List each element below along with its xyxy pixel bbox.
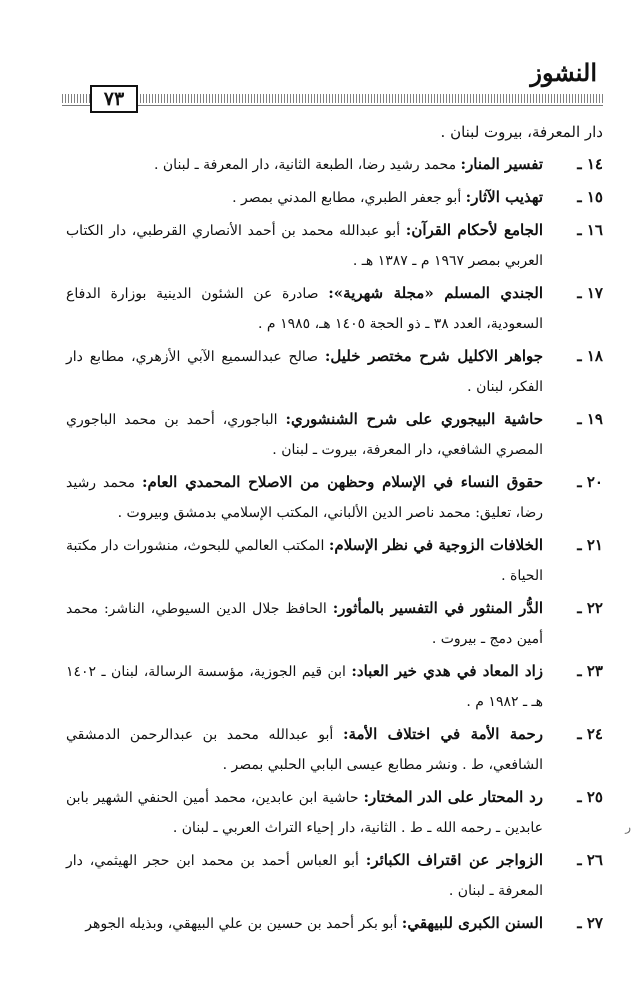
entry-number: ٢٤ ـ bbox=[577, 725, 603, 743]
entry-number: ١٦ ـ bbox=[577, 221, 603, 239]
entry-title: رحمة الأمة في اختلاف الأمة: bbox=[342, 725, 543, 743]
reference-entry bbox=[66, 150, 603, 180]
entry-details: أبو عبدالله محمد بن عبدالرحمن الدمشقي الشافعي، ط . ونشر مطابع عيسى البابي الحلبي بمصر . bbox=[66, 727, 543, 773]
page-header bbox=[62, 58, 603, 114]
entry-details: ابن قيم الجوزية، مؤسسة الرسالة، لبنان ـ ١٤٠٢ هـ ـ ١٩٨٢ م . bbox=[66, 664, 543, 710]
entry-number: ٢٠ ـ bbox=[577, 473, 603, 491]
entry-title: الخلافات الزوجية في نظر الإسلام: bbox=[328, 536, 543, 554]
reference-entry bbox=[66, 783, 603, 843]
entry-title: الجندي المسلم «مجلة شهرية»: bbox=[328, 284, 543, 302]
header-rule bbox=[62, 105, 603, 106]
entry-details: المكتب العالمي للبحوث، منشورات دار مكتبة الحياة . bbox=[66, 538, 543, 584]
margin-mark: ﺭ bbox=[625, 820, 631, 834]
entry-title: حقوق النساء في الإسلام وحظهن من الاصلاح المحمدي العام: bbox=[141, 473, 543, 491]
entry-number: ٢١ ـ bbox=[577, 536, 603, 554]
entry-details: صادرة عن الشئون الدينية بوزارة الدفاع السعودية، العدد ٣٨ ـ ذو الحجة ١٤٠٥ هـ، ١٩٨٥ م . bbox=[66, 286, 543, 332]
entry-details: صالح عبدالسميع الآبي الأزهري، مطابع دار الفكر، لبنان . bbox=[66, 349, 543, 395]
reference-entry bbox=[66, 216, 603, 276]
entry-title: رد المحتار على الدر المختار: bbox=[363, 788, 543, 806]
entry-number: ٢٣ ـ bbox=[577, 662, 603, 680]
reference-entry bbox=[66, 342, 603, 402]
entry-details: أبو عبدالله محمد بن أحمد الأنصاري القرطبي، دار الكتاب العربي بمصر ١٩٦٧ م ـ ١٣٨٧ هـ . bbox=[66, 223, 543, 269]
reference-entry bbox=[66, 657, 603, 717]
entry-title: تهذيب الآثار: bbox=[465, 188, 543, 206]
entry-title: تفسير المنار: bbox=[460, 155, 543, 173]
entry-title: الزواجر عن اقتراف الكبائر: bbox=[365, 851, 543, 869]
reference-list bbox=[66, 118, 603, 942]
reference-entry bbox=[66, 183, 603, 213]
entry-number: ٢٢ ـ bbox=[577, 599, 603, 617]
reference-entry bbox=[66, 846, 603, 906]
reference-entry bbox=[66, 468, 603, 528]
entry-details: الباجوري، أحمد بن محمد الباجوري المصري الشافعي، دار المعرفة، بيروت ـ لبنان . bbox=[66, 412, 543, 458]
entry-number: ١٨ ـ bbox=[577, 347, 603, 365]
entry-title: زاد المعاد في هدي خير العباد: bbox=[351, 662, 543, 680]
entry-number: ١٤ ـ bbox=[577, 155, 603, 173]
entry-details: أبو العباس أحمد بن محمد ابن حجر الهيثمي، دار المعرفة ـ لبنان . bbox=[66, 853, 543, 899]
reference-entry bbox=[66, 279, 603, 339]
entry-title: جواهر الاكليل شرح مختصر خليل: bbox=[324, 347, 544, 365]
running-title: النشوز bbox=[530, 58, 597, 87]
continuation-line: دار المعرفة، بيروت لبنان . bbox=[440, 123, 603, 141]
entry-details: أبو جعفر الطبري، مطابع المدني بمصر . bbox=[232, 190, 466, 206]
entry-number: ١٧ ـ bbox=[577, 284, 603, 302]
entry-details: أبو بكر أحمد بن حسين بن علي البيهقي، وبذيله الجوهر bbox=[85, 916, 402, 932]
reference-entry bbox=[66, 594, 603, 654]
entry-details: محمد رشيد رضا، الطبعة الثانية، دار المعرفة ـ لبنان . bbox=[154, 157, 461, 173]
entry-number: ٢٧ ـ bbox=[577, 914, 603, 932]
entry-title: حاشية البيجوري على شرح الشنشوري: bbox=[285, 410, 543, 428]
reference-entry bbox=[66, 405, 603, 465]
entry-details: محمد رشيد رضا، تعليق: محمد ناصر الدين الألباني، المكتب الإسلامي بدمشق وبيروت . bbox=[66, 475, 543, 521]
reference-entry bbox=[66, 531, 603, 591]
entry-number: ١٥ ـ bbox=[577, 188, 603, 206]
page-number: ٧٣ bbox=[90, 85, 138, 113]
entry-number: ٢٦ ـ bbox=[577, 851, 603, 869]
reference-entry bbox=[66, 909, 603, 939]
entry-number: ٢٥ ـ bbox=[577, 788, 603, 806]
reference-entry bbox=[66, 720, 603, 780]
entry-title: الدُّر المنثور في التفسير بالمأثور: bbox=[332, 599, 544, 617]
header-ornament-band bbox=[62, 94, 603, 103]
entry-details: الحافظ جلال الدين السيوطي، الناشر: محمد أمين دمج ـ بيروت . bbox=[66, 601, 543, 647]
entry-details: حاشية ابن عابدين، محمد أمين الحنفي الشهير بابن عابدين ـ رحمه الله ـ ط . الثانية، دار إحياء التراث العربي ـ لبنان . bbox=[66, 790, 543, 836]
entry-number: ١٩ ـ bbox=[577, 410, 603, 428]
entry-title: الجامع لأحكام القرآن: bbox=[405, 221, 543, 239]
entry-title: السنن الكبرى للبيهقي: bbox=[401, 914, 543, 932]
